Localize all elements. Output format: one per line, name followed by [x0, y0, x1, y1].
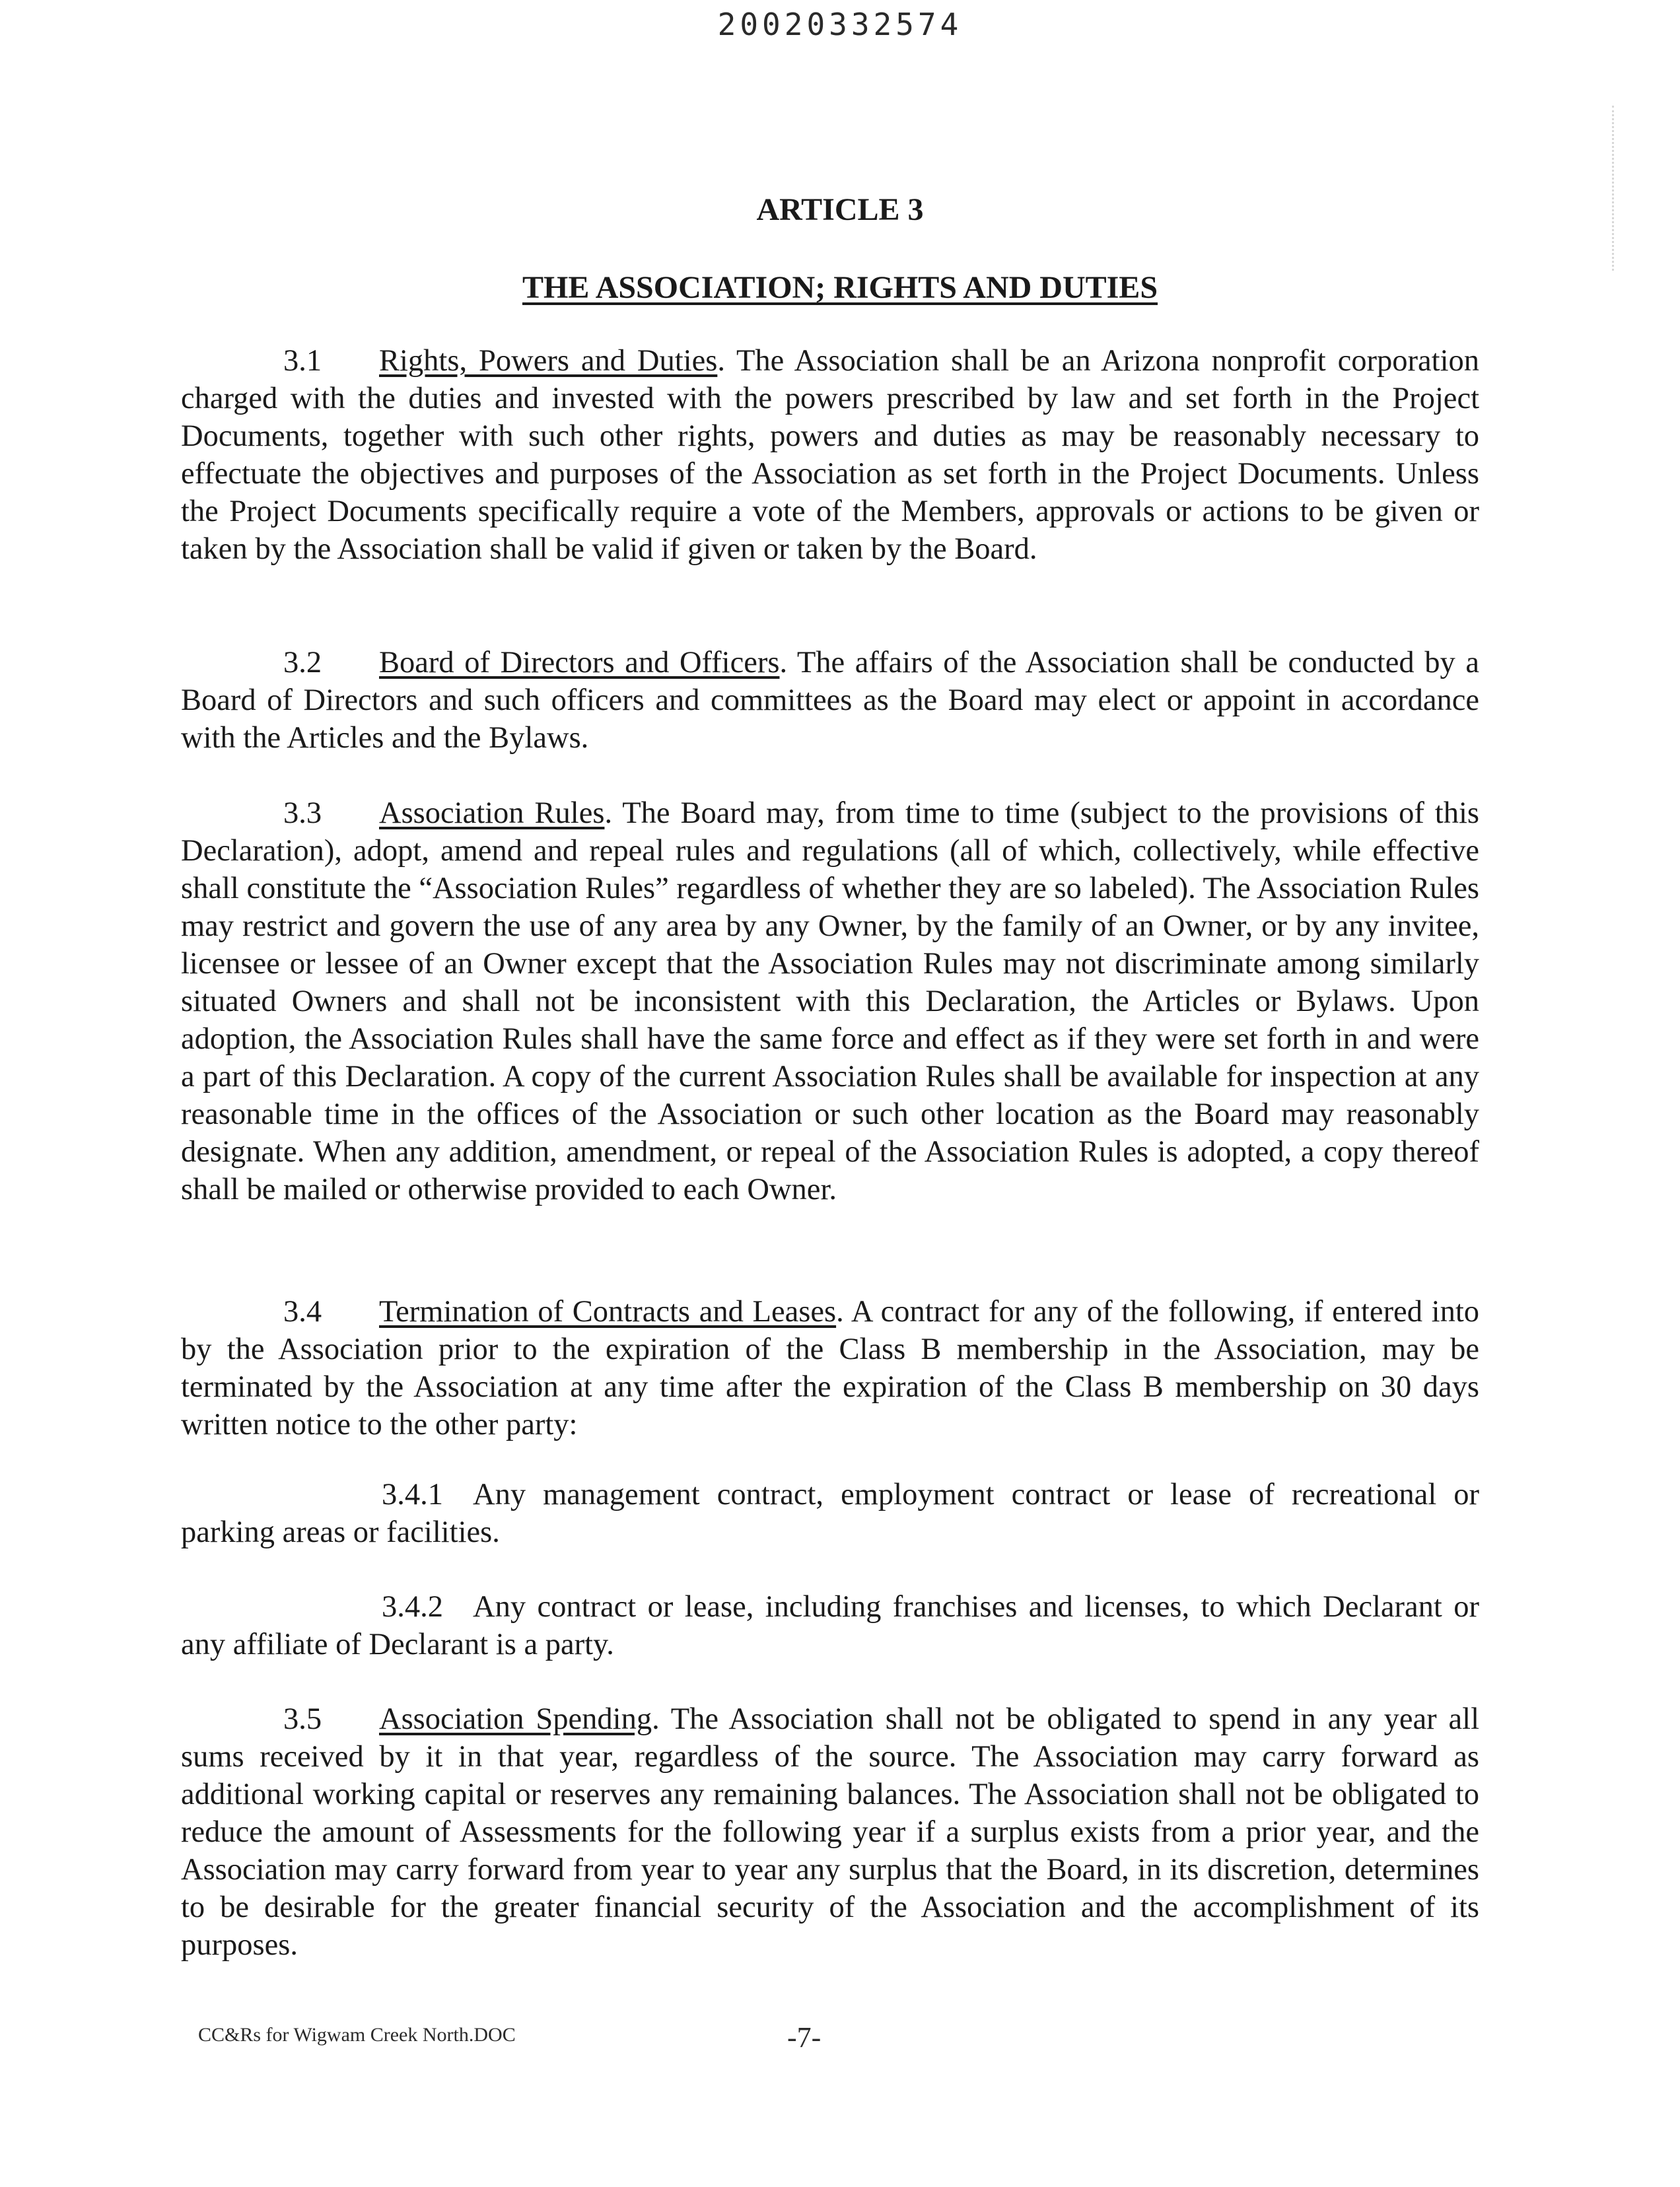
section-heading: Termination of Contracts and Leases — [379, 1295, 837, 1329]
section-3-2: 3.2 Board of Directors and Officers. The affairs of the Association shall be conducted by a Board of Directors and such officers and committees as the Board may elect or appoint in accordance with the Articles and the Bylaws. — [181, 644, 1479, 757]
section-text: The Association shall not be obligated to spend in any year all sums received by it in that year, regardless of the source. The Association may carry forward as additional working capital or reserves any remaining balances. The Association shall not be obligated to reduce the amount of Assessments for the following year if a surplus exists from a prior year, and the Association may carry forward from year to year any surplus that the Board, in its discretion, determines to be desirable for the greater financial security of the Association and the accomplishment of its purposes. — [181, 1702, 1479, 1962]
footer-filename: CC&Rs for Wigwam Creek North.DOC — [198, 2024, 516, 2046]
section-heading: Association Spending — [379, 1702, 652, 1736]
subsection-number: 3.4.2 — [382, 1590, 443, 1624]
page-number: -7- — [787, 2021, 822, 2054]
section-number: 3.5 — [283, 1702, 322, 1736]
subsection-3-4-2 — [181, 1588, 1479, 1663]
section-text: The Association shall be an Arizona nonprofit corporation charged with the duties and invested with the powers prescribed by law and set forth in the Project Documents, together with such other rights, powers and duties as may be reasonably necessary to effectuate the objectives and purposes of the Association as set forth in the Project Documents. Unless the Project Documents specifically require a vote of the Members, approvals or actions to be given or taken by the Association shall be valid if given or taken by the Board. — [181, 344, 1479, 566]
subsection-number: 3.4.1 — [382, 1478, 443, 1511]
scan-edge-marks — [1612, 106, 1621, 271]
document-number: 20020332574 — [717, 7, 963, 42]
section-3-5: 3.5 Association Spending. The Association shall not be obligated to spend in any year all sums received by it in that year, regardless of the source. The Association may carry forward as additional working capital or reserves any remaining balances. The Association shall not be obligated to reduce the amount of Assessments for the following year if a surplus exists from a prior year, and the Association may carry forward from year to year any surplus that the Board, in its discretion, determines to be desirable for the greater financial security of the Association and the accomplishment of its purposes. — [181, 1700, 1479, 1964]
section-text: The Board may, from time to time (subject to the provisions of this Declaration), adopt, amend and repeal rules and regulations (all of which, collectively, while effective shall constitute the “Association Rules” regardless of whether they are so labeled). The Association Rules may restrict and govern the use of any area by any Owner, by the family of an Owner, or by any invitee, licensee or lessee of an Owner except that the Association Rules may not discriminate among similarly situated Owners and shall not be inconsistent with this Declaration, the Articles or Bylaws. Upon adoption, the Association Rules shall have the same force and effect as if they were set forth in and were a part of this Declaration. A copy of the current Association Rules shall be available for inspection at any reasonable time in the offices of the Association or such other location as the Board may reasonably designate. When any addition, amendment, or repeal of the Association Rules is adopted, a copy thereof shall be mailed or otherwise provided to each Owner. — [181, 796, 1479, 1206]
section-number: 3.1 — [283, 344, 322, 378]
section-3-4: 3.4 Termination of Contracts and Leases. A contract for any of the following, if entered into by the Association prior to the expiration of the Class B membership in the Association, may be terminated by the Association at any time after the expiration of the Class B membership on 30 days written notice to the other party: — [181, 1293, 1479, 1443]
subsection-3-4-1 — [181, 1476, 1479, 1551]
section-number: 3.3 — [283, 796, 322, 830]
section-heading: Association Rules — [379, 796, 605, 830]
section-text: The affairs of the Association shall be conducted by a Board of Directors and such officers and committees as the Board may elect or appoint in accordance with the Articles and the Bylaws. — [181, 646, 1479, 755]
section-3-3: 3.3 Association Rules. The Board may, from time to time (subject to the provisions of this Declaration), adopt, amend and repeal rules and regulations (all of which, collectively, while effective shall constitute the “Association Rules” regardless of whether they are so labeled). The Association Rules may restrict and govern the use of any area by any Owner, by the family of an Owner, or by any invitee, licensee or lessee of an Owner except that the Association Rules may not discriminate among similarly situated Owners and shall not be inconsistent with this Declaration, the Articles or Bylaws. Upon adoption, the Association Rules shall have the same force and effect as if they were set forth in and were a part of this Declaration. A copy of the current Association Rules shall be available for inspection at any reasonable time in the offices of the Association or such other location as the Board may reasonably designate. When any addition, amendment, or repeal of the Association Rules is adopted, a copy thereof shall be mailed or otherwise provided to each Owner. — [181, 794, 1479, 1208]
subsection-text: Any management contract, employment contract or lease of recreational or parking areas or facilities. — [181, 1478, 1479, 1549]
section-number: 3.4 — [283, 1295, 322, 1329]
section-text: A contract for any of the following, if entered into by the Association prior to the expiration of the Class B membership in the Association, may be terminated by the Association at any time after the expiration of the Class B membership on 30 days written notice to the other party: — [181, 1295, 1479, 1441]
article-title-text: THE ASSOCIATION; RIGHTS AND DUTIES — [522, 270, 1158, 305]
article-heading: ARTICLE 3 — [756, 192, 924, 227]
section-heading: Board of Directors and Officers — [379, 646, 780, 679]
section-heading: Rights, Powers and Duties — [379, 344, 718, 378]
subsection-text: Any contract or lease, including franchises and licenses, to which Declarant or any affiliate of Declarant is a party. — [181, 1590, 1479, 1661]
section-3-1: 3.1 Rights, Powers and Duties. The Association shall be an Arizona nonprofit corporation charged with the duties and invested with the powers prescribed by law and set forth in the Project Documents, together with such other rights, powers and duties as may be reasonably necessary to effectuate the objectives and purposes of the Association as set forth in the Project Documents. Unless the Project Documents specifically require a vote of the Members, approvals or actions to be given or taken by the Association shall be valid if given or taken by the Board. — [181, 342, 1479, 568]
article-title — [0, 269, 1680, 306]
section-number: 3.2 — [283, 646, 322, 679]
